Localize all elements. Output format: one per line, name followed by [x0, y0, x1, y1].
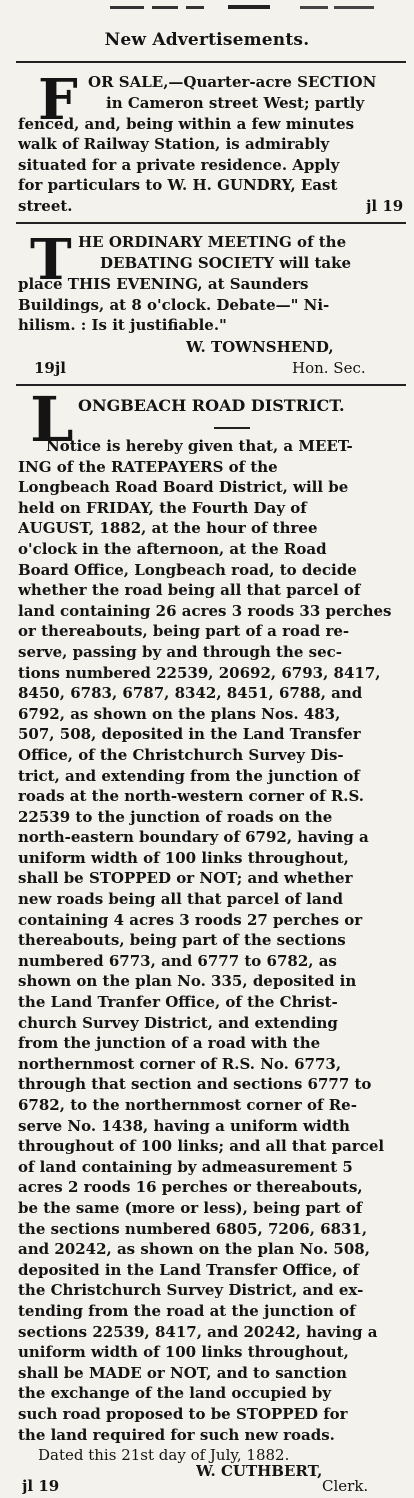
ad2-line: Buildings, at 8 o'clock. Debate—" Ni-: [18, 295, 330, 314]
ad3-line: Longbeach Road Board District, will be: [18, 478, 349, 497]
ad1-line: for particulars to W. H. GUNDRY, East: [18, 176, 338, 195]
ad3-line: from the junction of a road with the: [18, 1034, 321, 1053]
ad3-line: tending from the road at the junction of: [18, 1301, 356, 1320]
ad3-line: of land containing by admeasurement 5: [18, 1157, 353, 1176]
ad3-line: roads at the north-western corner of R.S.: [18, 787, 365, 806]
ad3-line: deposited in the Land Transfer Office, of: [18, 1260, 359, 1279]
ad3-line: new roads being all that parcel of land: [18, 890, 343, 909]
ad3-line: uniform width of 100 links throughout,: [18, 1343, 349, 1362]
ad3-line: AUGUST, 1882, at the hour of three: [18, 519, 318, 538]
ad3-dated-line: Dated this 21st day of July, 1882.: [38, 1446, 290, 1465]
ad3-line: the Christchurch Survey District, and ex-: [18, 1281, 364, 1300]
ad3-line: the exchange of the land occupied by: [18, 1384, 332, 1403]
ad2-date-tag: 19jl: [34, 359, 66, 377]
ad3-line: serve No. 1438, having a uniform width: [18, 1116, 350, 1135]
ad3-line: thereabouts, being part of the sections: [18, 931, 346, 950]
ad3-line: tions numbered 22539, 20692, 6793, 8417,: [18, 663, 381, 682]
title-underline: [214, 427, 250, 429]
ad3-line: throughout of 100 links; and all that parcel: [18, 1137, 385, 1156]
ad1-date-tag: jl 19: [366, 197, 404, 215]
ad3-line: shall be MADE or NOT, and to sanction: [18, 1363, 347, 1382]
ad3-line: land containing 26 acres 3 roods 33 perches: [18, 601, 392, 620]
ad1-line: fenced, and, being within a few minutes: [18, 114, 355, 133]
ad3-line: 507, 508, deposited in the Land Transfer: [18, 725, 361, 744]
section-heading: New Advertisements.: [104, 30, 310, 50]
ad1-line: situated for a private residence. Apply: [18, 155, 340, 174]
divider: [16, 384, 406, 386]
ad2-dropcap: T: [30, 227, 72, 293]
ad2-line: place THIS EVENING, at Saunders: [18, 275, 309, 293]
ad3-role: Clerk.: [322, 1477, 369, 1495]
ad3-line: trict, and extending from the junction of: [18, 766, 360, 785]
ad3-line: Board Office, Longbeach road, to decide: [18, 560, 357, 579]
ad1-line: in Cameron street West; partly: [106, 94, 365, 112]
ad3-date-tag: jl 19: [22, 1477, 60, 1495]
ad3-line: the sections numbered 6805, 7206, 6831,: [18, 1219, 368, 1238]
torn-top-edge: [0, 0, 414, 14]
ad3-line: church Survey District, and extending: [18, 1013, 338, 1032]
ad3-line: ING of the RATEPAYERS of the: [18, 457, 278, 476]
ad2-line: hilism. : Is it justifiable.": [18, 316, 227, 335]
ad3-line: o'clock in the afternoon, at the Road: [18, 539, 327, 558]
divider: [16, 222, 406, 224]
ad3-line: sections 22539, 8417, and 20242, having a: [18, 1322, 378, 1341]
ad3-line: 6782, to the northernmost corner of Re-: [18, 1096, 357, 1114]
ad3-line: or thereabouts, being part of a road re-: [18, 622, 350, 641]
ad3-line: whether the road being all that parcel of: [18, 581, 361, 600]
ad3-dropcap: L: [30, 383, 74, 456]
ad2-body: [18, 274, 412, 336]
ad1-dropcap: F: [38, 67, 78, 133]
ad2-first-line: HE ORDINARY MEETING of the: [78, 233, 347, 251]
ad3-line: through that section and sections 6777 to: [18, 1075, 372, 1094]
ad3-signer: W. CUTHBERT,: [196, 1462, 323, 1480]
ad3-line: serve, passing by and through the sec-: [18, 642, 342, 661]
ad3-line: shown on the plan No. 335, deposited in: [18, 972, 357, 991]
ad3-line: the Land Tranfer Office, of the Christ-: [18, 993, 338, 1012]
ad2-signer: W. TOWNSHEND,: [186, 338, 334, 356]
ad3-line: acres 2 roods 16 perches or thereabouts,: [18, 1178, 363, 1197]
ad3-title: ONGBEACH ROAD DISTRICT.: [78, 396, 345, 415]
ad1-body: [18, 93, 412, 217]
ad1-line: walk of Railway Station, is admirably: [18, 135, 330, 154]
ad3-line: 22539 to the junction of roads on the: [18, 807, 333, 826]
ad1-first-line: OR SALE,—Quarter-acre SECTION: [88, 73, 377, 91]
ad3-line: northernmost corner of R.S. No. 6773,: [18, 1054, 342, 1073]
ad3-line: numbered 6773, and 6777 to 6782, as: [18, 951, 337, 970]
ad3-line: north-eastern boundary of 6792, having a: [18, 828, 369, 847]
ad3-line: the land required for such new roads.: [18, 1425, 335, 1444]
ad3-line: uniform width of 100 links throughout,: [18, 848, 349, 867]
ad2-second-line: DEBATING SOCIETY will take: [100, 254, 352, 272]
ad3-line: such road proposed to be STOPPED for: [18, 1404, 348, 1423]
ad3-line: Notice is hereby given that, a MEET-: [46, 437, 353, 455]
ad2-role: Hon. Sec.: [292, 359, 366, 377]
divider: [16, 61, 406, 63]
ad3-line: be the same (more or less), being part of: [18, 1198, 363, 1217]
ad3-line: 8450, 6783, 6787, 8342, 8451, 6788, and: [18, 684, 363, 703]
ad3-line: Office, of the Christchurch Survey Dis-: [18, 745, 344, 764]
ad3-line: containing 4 acres 3 roods 27 perches or: [18, 910, 363, 929]
ad3-line: 6792, as shown on the plans Nos. 483,: [18, 704, 341, 723]
ad3-line: and 20242, as shown on the plan No. 508,: [18, 1240, 370, 1259]
ad3-line: shall be STOPPED or NOT; and whether: [18, 869, 353, 888]
ad3-line: held on FRIDAY, the Fourth Day of: [18, 498, 307, 517]
ad3-body: [18, 436, 412, 1466]
ad1-line: street.: [18, 196, 73, 215]
